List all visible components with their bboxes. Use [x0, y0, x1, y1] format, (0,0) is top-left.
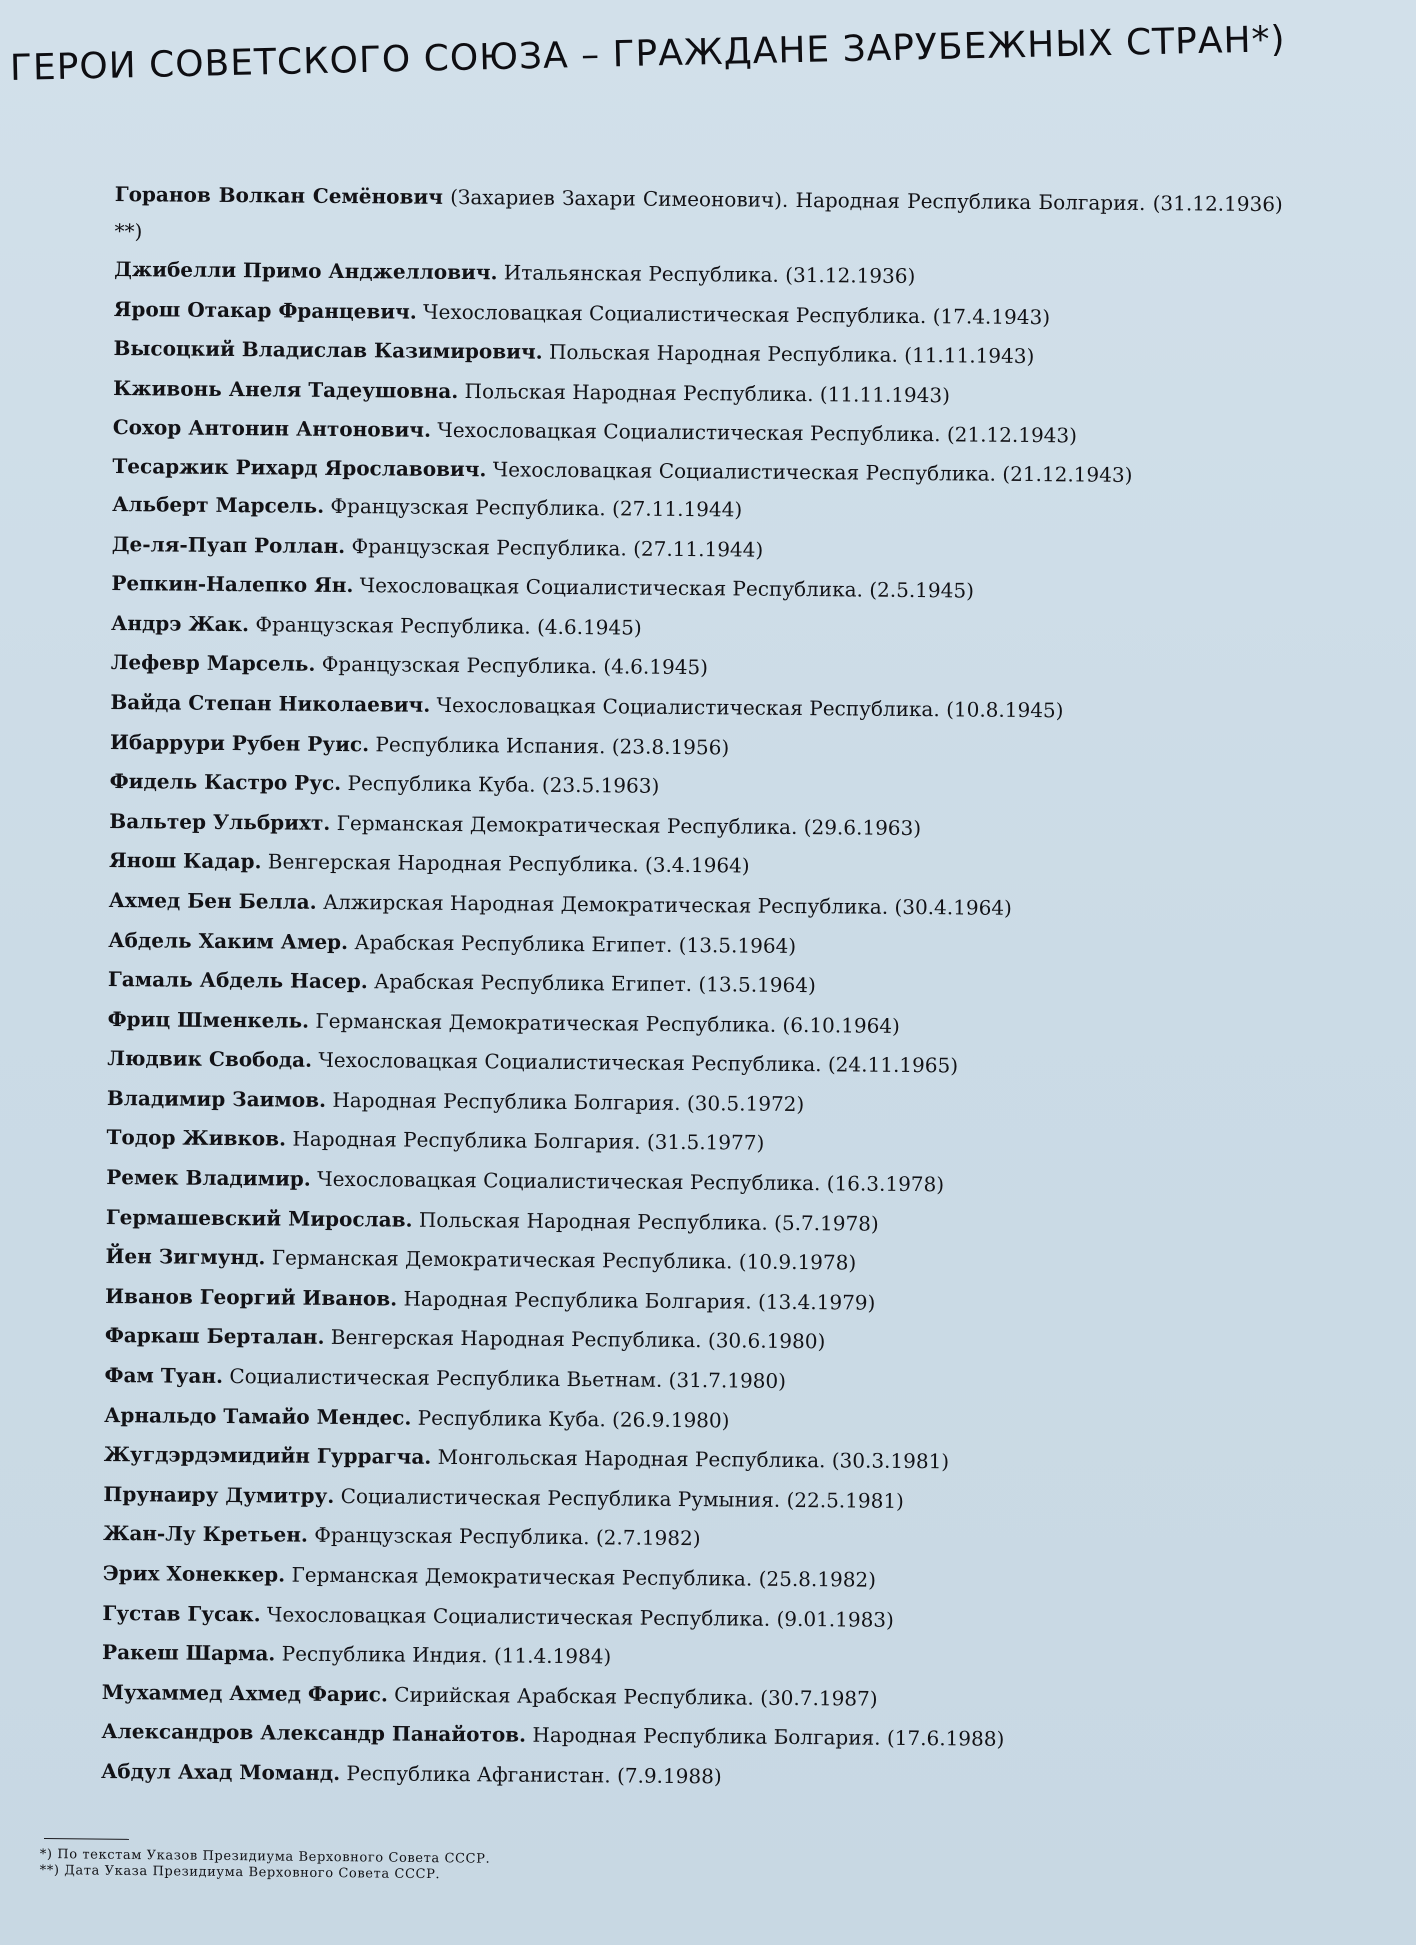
- entry-date: (2.5.1945): [862, 577, 975, 603]
- entry-country: Чехословацкая Социалистическая Республика.: [430, 692, 940, 722]
- entry-date: (25.8.1982): [752, 1566, 877, 1592]
- entry-name: Янош Кадар.: [108, 848, 262, 874]
- entry-name: Ибаррури Рубен Руис.: [109, 729, 370, 756]
- entry-date: (13.5.1964): [691, 972, 816, 998]
- entry-name: Жугдэрдэмидийн Гуррагча.: [103, 1442, 432, 1470]
- entry-name: Ракеш Шарма.: [102, 1640, 276, 1666]
- entry-date: (31.12.1936): [778, 262, 916, 288]
- footnote-2: **) Дата Указа Президиума Верховного Совета СССР.: [39, 1862, 441, 1883]
- entry-name: Тесаржик Рихард Ярославович.: [112, 453, 487, 482]
- entry-name: Абдель Хаким Амер.: [108, 927, 349, 954]
- entry-date: (17.4.1943): [926, 303, 1051, 329]
- entry-country: Французская Республика.: [248, 611, 531, 639]
- entry-country: Алжирская Народная Демократическая Республика.: [316, 889, 889, 919]
- entry-name: Людвик Свобода.: [107, 1046, 313, 1073]
- entry-date: (27.11.1944): [605, 496, 743, 522]
- entry-country: Итальянская Республика.: [497, 260, 779, 287]
- entry-country: Чехословацкая Социалистическая Республика.: [310, 1166, 821, 1196]
- entry-country: Германская Демократическая Республика.: [265, 1245, 733, 1274]
- entry-country: Республика Испания.: [369, 731, 606, 758]
- entry-country: Французская Республика.: [307, 1523, 590, 1550]
- entry-country: Польская Народная Республика.: [542, 339, 898, 368]
- entry-name: Тодор Живков.: [106, 1125, 287, 1151]
- entry-date: (31.7.1980): [662, 1367, 787, 1393]
- entry-name: Густав Гусак.: [102, 1600, 261, 1626]
- entry-country: Германская Демократическая Республика.: [330, 810, 798, 839]
- entry-name: Вальтер Ульбрихт.: [109, 808, 331, 835]
- entry-name: Фидель Кастро Рус.: [109, 769, 342, 796]
- entry-name: Александров Александр Панайотов.: [101, 1719, 527, 1748]
- entry-date: (16.3.1978): [820, 1171, 945, 1197]
- entry-name: Ярош Отакар Францевич.: [113, 296, 417, 324]
- entry-name: Йен Зигмунд.: [105, 1244, 266, 1270]
- entry-date: (21.12.1943): [995, 461, 1133, 487]
- entry-country: Французская Республика.: [345, 533, 627, 561]
- entry-country: Монгольская Народная Республика.: [431, 1445, 826, 1473]
- entry-date: (11.4.1984): [487, 1643, 612, 1669]
- entry-country: Республика Куба.: [411, 1405, 606, 1431]
- entry-date: (9.01.1983): [770, 1606, 895, 1632]
- entry-name: Фриц Шменкель.: [107, 1006, 310, 1033]
- entry-date: (10.8.1945): [939, 697, 1064, 723]
- entry-date: (4.6.1945): [530, 614, 642, 640]
- entry-date: (24.11.1965): [821, 1052, 959, 1078]
- entry-name: Прунаиру Думитру.: [103, 1481, 335, 1508]
- entry-name: Гамаль Абдель Насер.: [107, 967, 368, 994]
- entry-date: (22.5.1981): [780, 1487, 905, 1513]
- entry-date: (7.9.1988): [610, 1763, 722, 1789]
- entry-date: (5.7.1978): [767, 1210, 879, 1236]
- page-title: ГЕРОИ СОВЕТСКОГО СОЮЗА – ГРАЖДАНЕ ЗАРУБЕЖНЫХ СТРАН*): [9, 19, 1287, 89]
- entry-country: Венгерская Народная Республика.: [324, 1325, 702, 1353]
- list-item: [114, 176, 1283, 260]
- entry-date: (30.7.1987): [753, 1685, 878, 1711]
- entry-country: Народная Республика Болгария.: [285, 1126, 641, 1155]
- entry-country: Польская Народная Республика.: [412, 1207, 768, 1235]
- entry-country: Германская Демократическая Республика.: [285, 1562, 753, 1591]
- entry-country: Народная Республика Болгария.: [788, 187, 1146, 215]
- entry-date: (6.10.1964): [776, 1012, 900, 1038]
- entry-name: Гермашевский Мирослав.: [105, 1204, 413, 1232]
- entry-date: (30.5.1972): [680, 1090, 805, 1116]
- entry-country: Республика Индия.: [275, 1641, 488, 1668]
- entry-date: (31.12.1936) **): [114, 190, 1283, 244]
- entry-date: (17.6.1988): [880, 1726, 1005, 1752]
- entry-date: (31.5.1977): [640, 1130, 765, 1156]
- entry-country: Республика Куба.: [341, 771, 536, 797]
- entry-date: (13.4.1979): [751, 1289, 876, 1315]
- entry-country: Арабская Республика Египет.: [367, 969, 693, 997]
- entry-country: Народная Республика Болгария.: [325, 1087, 681, 1115]
- footnote-divider: [44, 1838, 129, 1840]
- entry-country: Народная Республика Болгария.: [397, 1286, 752, 1314]
- entry-country: Польская Народная Республика.: [458, 378, 814, 406]
- entry-country: Сирийская Арабская Республика.: [387, 1682, 754, 1710]
- entry-country: Чехословацкая Социалистическая Республика.: [486, 457, 997, 486]
- entry-name: Горанов Волкан Семёнович: [114, 181, 444, 209]
- entry-date: (30.3.1981): [825, 1448, 950, 1474]
- entry-country: Французская Республика.: [315, 652, 598, 679]
- entry-country: Социалистическая Республика Румыния.: [334, 1483, 781, 1512]
- entry-name: Арнальдо Тамайо Мендес.: [104, 1402, 412, 1430]
- entry-name: Фаркаш Берталан.: [104, 1323, 325, 1350]
- entry-date: (13.5.1964): [672, 932, 797, 958]
- entry-name: Лефевр Марсель.: [110, 650, 316, 677]
- entry-country: Французская Республика.: [324, 493, 606, 521]
- entry-name: Ремек Владимир.: [106, 1165, 311, 1191]
- entry-country: Германская Демократическая Республика.: [308, 1008, 777, 1037]
- entry-name: Альберт Марсель.: [112, 491, 325, 518]
- entry-name: Владимир Заимов.: [106, 1085, 327, 1112]
- entry-name: Сохор Антонин Антонович.: [112, 415, 432, 443]
- entry-name: Кживонь Анеля Тадеушовна.: [113, 375, 459, 403]
- entry-date: (23.8.1956): [605, 733, 730, 759]
- entry-country: Чехословацкая Социалистическая Республика.: [353, 573, 864, 602]
- entry-name: Абдул Ахад Моманд.: [100, 1758, 341, 1785]
- entry-name: Вайда Степан Николаевич.: [110, 689, 431, 717]
- entry-name: Репкин-Налепко Ян.: [111, 571, 354, 598]
- entry-date: (2.7.1982): [589, 1525, 701, 1551]
- entry-country: Чехословацкая Социалистическая Республика.: [260, 1601, 771, 1631]
- entry-date: (4.6.1945): [596, 654, 709, 680]
- entry-name: Мухаммед Ахмед Фарис.: [101, 1679, 388, 1707]
- entry-country: Чехословацкая Социалистическая Республика.: [430, 418, 941, 447]
- entry-date: (3.4.1964): [638, 852, 750, 878]
- entry-name: Ахмед Бен Белла.: [108, 887, 317, 914]
- entry-country: Республика Афганистан.: [340, 1760, 611, 1788]
- entry-date: (30.6.1980): [701, 1328, 826, 1354]
- entry-date: (11.11.1943): [897, 343, 1035, 369]
- entry-name: Высоцкий Владислав Казимирович.: [113, 336, 543, 364]
- entry-name: Де-ля-Пуап Роллан.: [111, 531, 346, 558]
- entry-country: Арабская Республика Египет.: [347, 929, 673, 957]
- entry-country: Народная Республика Болгария.: [525, 1723, 881, 1751]
- entry-name: Жан-Лу Кретьен.: [103, 1521, 309, 1548]
- entry-date: (29.6.1963): [797, 814, 922, 840]
- footnotes: [40, 1838, 740, 1886]
- entry-date: (21.12.1943): [940, 422, 1078, 448]
- entry-alias: (Захариев Захари Симеонович).: [442, 184, 789, 212]
- entry-name: Джибелли Примо Анджеллович.: [114, 256, 498, 285]
- heroes-list: [101, 176, 1295, 1802]
- entry-date: (27.11.1944): [626, 536, 764, 562]
- entry-date: (23.5.1963): [535, 772, 660, 798]
- entry-country: Чехословацкая Социалистическая Республика.: [311, 1048, 822, 1077]
- entry-date: (11.11.1943): [813, 381, 951, 408]
- entry-name: Эрих Хонеккер.: [102, 1560, 286, 1587]
- entry-date: (10.9.1978): [732, 1249, 857, 1275]
- entry-name: Фам Туан.: [104, 1362, 224, 1389]
- entry-date: (26.9.1980): [605, 1406, 730, 1433]
- entry-country: Чехословацкая Социалистическая Республика.: [416, 299, 927, 328]
- entry-name: Иванов Георгий Иванов.: [105, 1283, 398, 1311]
- entry-country: Венгерская Народная Республика.: [261, 849, 639, 877]
- entry-country: Социалистическая Республика Вьетнам.: [222, 1364, 663, 1392]
- footnote-1: *) По текстам Указов Президиума Верховного Совета СССР.: [39, 1846, 491, 1867]
- entry-date: (30.4.1964): [888, 894, 1012, 920]
- entry-name: Андрэ Жак.: [110, 610, 250, 636]
